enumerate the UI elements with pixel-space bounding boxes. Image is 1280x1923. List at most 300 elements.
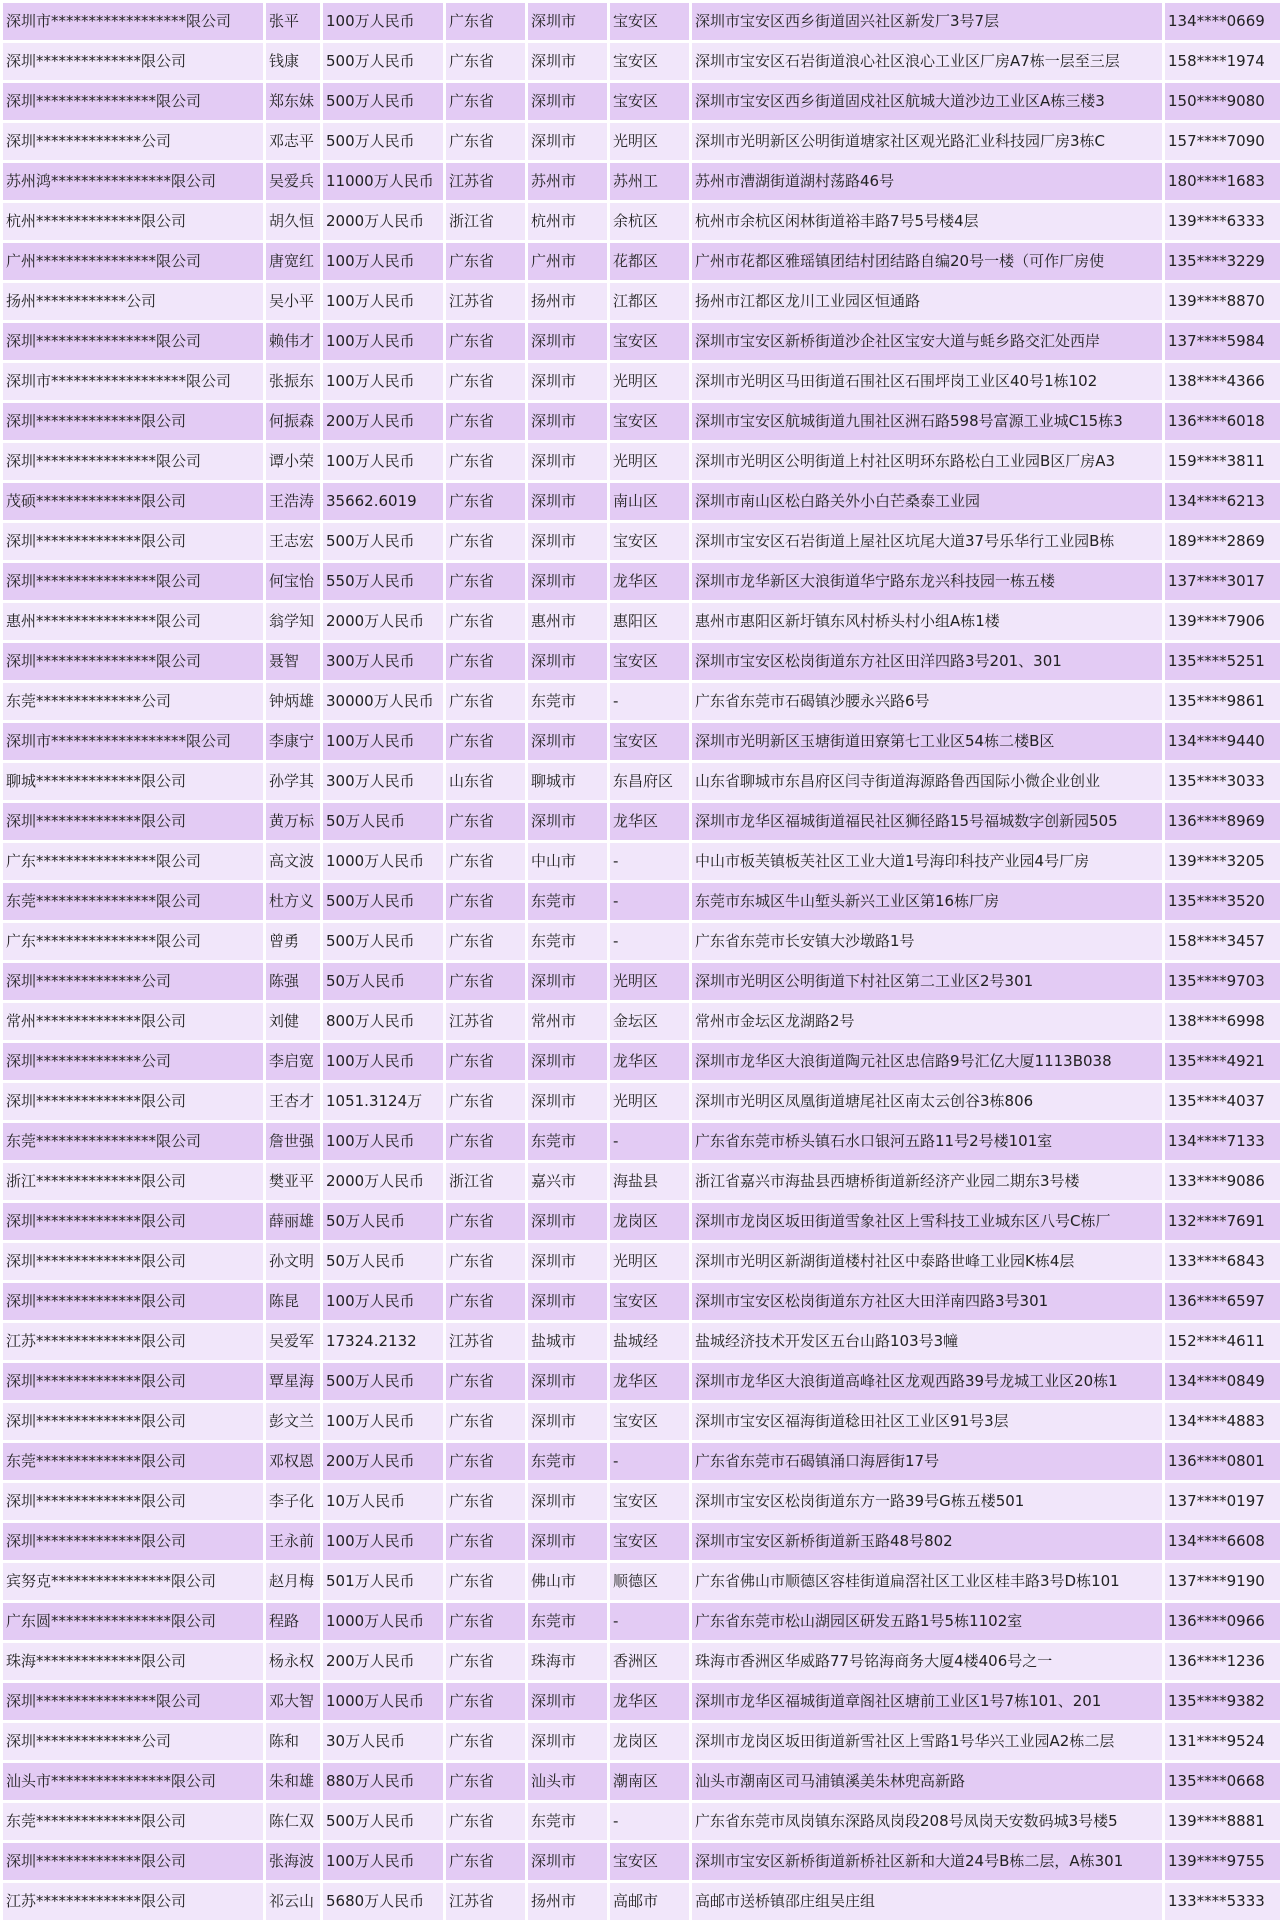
province-cell: 广东省 <box>446 1483 525 1520</box>
province-cell: 广东省 <box>446 323 525 360</box>
address-cell: 深圳市宝安区新桥街道新玉路48号802 <box>692 1523 1162 1560</box>
company-name-cell: 深圳**************限公司 <box>3 523 263 560</box>
table-row <box>3 1883 1280 1920</box>
legal-person-cell: 陈和 <box>266 1723 320 1760</box>
registered-capital-cell: 100万人民币 <box>323 1403 443 1440</box>
table-row <box>3 1483 1280 1520</box>
registered-capital-cell: 500万人民币 <box>323 123 443 160</box>
company-name-cell: 苏州鸿****************限公司 <box>3 163 263 200</box>
city-cell: 惠州市 <box>528 603 607 640</box>
district-cell: - <box>610 1803 689 1840</box>
district-cell: 花都区 <box>610 243 689 280</box>
legal-person-cell: 何宝怡 <box>266 563 320 600</box>
address-cell: 深圳市龙岗区坂田街道新雪社区上雪路1号华兴工业园A2栋二层 <box>692 1723 1162 1760</box>
table-row <box>3 483 1280 520</box>
company-name-cell: 深圳市******************限公司 <box>3 3 263 40</box>
registered-capital-cell: 30万人民币 <box>323 1723 443 1760</box>
district-cell: 龙华区 <box>610 563 689 600</box>
province-cell: 江苏省 <box>446 283 525 320</box>
city-cell: 深圳市 <box>528 363 607 400</box>
city-cell: 杭州市 <box>528 203 607 240</box>
province-cell: 广东省 <box>446 683 525 720</box>
district-cell: 龙华区 <box>610 803 689 840</box>
legal-person-cell: 王杏才 <box>266 1083 320 1120</box>
company-name-cell: 宾努克****************限公司 <box>3 1563 263 1600</box>
company-name-cell: 江苏**************限公司 <box>3 1323 263 1360</box>
legal-person-cell: 曾勇 <box>266 923 320 960</box>
registered-capital-cell: 550万人民币 <box>323 563 443 600</box>
address-cell: 惠州市惠阳区新圩镇东风村桥头村小组A栋1楼 <box>692 603 1162 640</box>
city-cell: 深圳市 <box>528 1043 607 1080</box>
table-row <box>3 1283 1280 1320</box>
district-cell: 东昌府区 <box>610 763 689 800</box>
table-row <box>3 1843 1280 1880</box>
district-cell: 光明区 <box>610 1243 689 1280</box>
address-cell: 汕头市潮南区司马浦镇溪美朱林兜高新路 <box>692 1763 1162 1800</box>
registered-capital-cell: 35662.6019 <box>323 483 443 520</box>
district-cell: 宝安区 <box>610 723 689 760</box>
city-cell: 东莞市 <box>528 1803 607 1840</box>
table-row <box>3 323 1280 360</box>
province-cell: 广东省 <box>446 3 525 40</box>
registered-capital-cell: 17324.2132 <box>323 1323 443 1360</box>
province-cell: 广东省 <box>446 483 525 520</box>
legal-person-cell: 陈仁双 <box>266 1803 320 1840</box>
phone-cell: 134****0849 <box>1165 1363 1280 1400</box>
table-row <box>3 843 1280 880</box>
phone-cell: 137****9190 <box>1165 1563 1280 1600</box>
table-row <box>3 123 1280 160</box>
province-cell: 广东省 <box>446 803 525 840</box>
table-row <box>3 203 1280 240</box>
company-name-cell: 常州**************限公司 <box>3 1003 263 1040</box>
company-name-cell: 深圳**************限公司 <box>3 803 263 840</box>
registered-capital-cell: 1000万人民币 <box>323 1683 443 1720</box>
city-cell: 苏州市 <box>528 163 607 200</box>
registered-capital-cell: 30000万人民币 <box>323 683 443 720</box>
address-cell: 深圳市龙华新区大浪街道华宁路东龙兴科技园一栋五楼 <box>692 563 1162 600</box>
legal-person-cell: 陈强 <box>266 963 320 1000</box>
registered-capital-cell: 880万人民币 <box>323 1763 443 1800</box>
company-name-cell: 东莞**************限公司 <box>3 1803 263 1840</box>
company-name-cell: 深圳市******************限公司 <box>3 723 263 760</box>
table-row <box>3 363 1280 400</box>
phone-cell: 135****9382 <box>1165 1683 1280 1720</box>
legal-person-cell: 覃星海 <box>266 1363 320 1400</box>
address-cell: 深圳市龙华区大浪街道高峰社区龙观西路39号龙城工业区20栋1 <box>692 1363 1162 1400</box>
province-cell: 广东省 <box>446 1043 525 1080</box>
company-name-cell: 东莞**************限公司 <box>3 1443 263 1480</box>
company-name-cell: 深圳**************限公司 <box>3 1843 263 1880</box>
company-name-cell: 深圳****************限公司 <box>3 323 263 360</box>
table-row <box>3 563 1280 600</box>
registered-capital-cell: 50万人民币 <box>323 1203 443 1240</box>
address-cell: 深圳市光明区公明街道下村社区第二工业区2号301 <box>692 963 1162 1000</box>
phone-cell: 157****7090 <box>1165 123 1280 160</box>
address-cell: 深圳市龙岗区坂田街道雪象社区上雪科技工业城东区八号C栋厂 <box>692 1203 1162 1240</box>
company-name-cell: 深圳**************限公司 <box>3 1203 263 1240</box>
district-cell: 宝安区 <box>610 523 689 560</box>
registered-capital-cell: 300万人民币 <box>323 763 443 800</box>
company-name-cell: 东莞****************限公司 <box>3 1123 263 1160</box>
registered-capital-cell: 100万人民币 <box>323 243 443 280</box>
registered-capital-cell: 100万人民币 <box>323 363 443 400</box>
city-cell: 深圳市 <box>528 403 607 440</box>
phone-cell: 150****9080 <box>1165 83 1280 120</box>
registered-capital-cell: 500万人民币 <box>323 83 443 120</box>
company-name-cell: 扬州************公司 <box>3 283 263 320</box>
company-name-cell: 深圳**************公司 <box>3 123 263 160</box>
legal-person-cell: 彭文兰 <box>266 1403 320 1440</box>
district-cell: 宝安区 <box>610 643 689 680</box>
legal-person-cell: 李康宁 <box>266 723 320 760</box>
city-cell: 深圳市 <box>528 83 607 120</box>
city-cell: 深圳市 <box>528 523 607 560</box>
registered-capital-cell: 1000万人民币 <box>323 843 443 880</box>
company-name-cell: 聊城**************限公司 <box>3 763 263 800</box>
address-cell: 杭州市余杭区闲林街道裕丰路7号5号楼4层 <box>692 203 1162 240</box>
province-cell: 广东省 <box>446 843 525 880</box>
city-cell: 东莞市 <box>528 883 607 920</box>
province-cell: 广东省 <box>446 1083 525 1120</box>
district-cell: 龙岗区 <box>610 1723 689 1760</box>
district-cell: 光明区 <box>610 363 689 400</box>
registered-capital-cell: 200万人民币 <box>323 403 443 440</box>
company-name-cell: 深圳**************公司 <box>3 963 263 1000</box>
province-cell: 广东省 <box>446 1283 525 1320</box>
table-row <box>3 1003 1280 1040</box>
legal-person-cell: 李子化 <box>266 1483 320 1520</box>
company-name-cell: 深圳****************限公司 <box>3 643 263 680</box>
legal-person-cell: 朱和雄 <box>266 1763 320 1800</box>
table-row <box>3 1163 1280 1200</box>
address-cell: 深圳市宝安区西乡街道固戍社区航城大道沙边工业区A栋三楼3 <box>692 83 1162 120</box>
city-cell: 汕头市 <box>528 1763 607 1800</box>
phone-cell: 136****0801 <box>1165 1443 1280 1480</box>
city-cell: 深圳市 <box>528 1843 607 1880</box>
registered-capital-cell: 100万人民币 <box>323 1523 443 1560</box>
registered-capital-cell: 500万人民币 <box>323 923 443 960</box>
phone-cell: 135****5251 <box>1165 643 1280 680</box>
table-row <box>3 3 1280 40</box>
phone-cell: 139****8870 <box>1165 283 1280 320</box>
registered-capital-cell: 500万人民币 <box>323 43 443 80</box>
address-cell: 深圳市龙华区大浪街道陶元社区忠信路9号汇亿大厦1113B038 <box>692 1043 1162 1080</box>
city-cell: 深圳市 <box>528 963 607 1000</box>
legal-person-cell: 王永前 <box>266 1523 320 1560</box>
district-cell: 潮南区 <box>610 1763 689 1800</box>
address-cell: 深圳市宝安区石岩街道上屋社区坑尾大道37号乐华行工业园B栋 <box>692 523 1162 560</box>
registered-capital-cell: 800万人民币 <box>323 1003 443 1040</box>
registered-capital-cell: 500万人民币 <box>323 883 443 920</box>
table-row <box>3 1203 1280 1240</box>
registered-capital-cell: 100万人民币 <box>323 1283 443 1320</box>
table-body <box>3 3 1280 1920</box>
registered-capital-cell: 5680万人民币 <box>323 1883 443 1920</box>
province-cell: 广东省 <box>446 723 525 760</box>
address-cell: 常州市金坛区龙湖路2号 <box>692 1003 1162 1040</box>
address-cell: 深圳市光明新区公明街道塘家社区观光路汇业科技园厂房3栋C <box>692 123 1162 160</box>
address-cell: 东莞市东城区牛山堑头新兴工业区第16栋厂房 <box>692 883 1162 920</box>
phone-cell: 180****1683 <box>1165 163 1280 200</box>
legal-person-cell: 赵月梅 <box>266 1563 320 1600</box>
district-cell: 宝安区 <box>610 323 689 360</box>
address-cell: 广东省东莞市桥头镇石水口银河五路11号2号楼101室 <box>692 1123 1162 1160</box>
province-cell: 浙江省 <box>446 203 525 240</box>
district-cell: 光明区 <box>610 443 689 480</box>
address-cell: 深圳市龙华区福城街道福民社区狮径路15号福城数字创新园505 <box>692 803 1162 840</box>
company-name-cell: 广州****************限公司 <box>3 243 263 280</box>
city-cell: 广州市 <box>528 243 607 280</box>
province-cell: 广东省 <box>446 443 525 480</box>
registered-capital-cell: 100万人民币 <box>323 283 443 320</box>
legal-person-cell: 王志宏 <box>266 523 320 560</box>
district-cell: 海盐县 <box>610 1163 689 1200</box>
table-row <box>3 683 1280 720</box>
table-row <box>3 763 1280 800</box>
address-cell: 珠海市香洲区华威路77号铭海商务大厦4楼406号之一 <box>692 1643 1162 1680</box>
company-name-cell: 广东****************限公司 <box>3 923 263 960</box>
registered-capital-cell: 50万人民币 <box>323 963 443 1000</box>
province-cell: 广东省 <box>446 1603 525 1640</box>
registered-capital-cell: 501万人民币 <box>323 1563 443 1600</box>
district-cell: 顺德区 <box>610 1563 689 1600</box>
table-row <box>3 403 1280 440</box>
legal-person-cell: 吴小平 <box>266 283 320 320</box>
city-cell: 深圳市 <box>528 1683 607 1720</box>
legal-person-cell: 张平 <box>266 3 320 40</box>
table-row <box>3 1603 1280 1640</box>
phone-cell: 134****6213 <box>1165 483 1280 520</box>
registered-capital-cell: 11000万人民币 <box>323 163 443 200</box>
registered-capital-cell: 200万人民币 <box>323 1643 443 1680</box>
city-cell: 扬州市 <box>528 283 607 320</box>
district-cell: 南山区 <box>610 483 689 520</box>
phone-cell: 133****9086 <box>1165 1163 1280 1200</box>
district-cell: 惠阳区 <box>610 603 689 640</box>
district-cell: 宝安区 <box>610 1403 689 1440</box>
phone-cell: 131****9524 <box>1165 1723 1280 1760</box>
table-row <box>3 283 1280 320</box>
registered-capital-cell: 100万人民币 <box>323 3 443 40</box>
city-cell: 中山市 <box>528 843 607 880</box>
registered-capital-cell: 100万人民币 <box>323 323 443 360</box>
company-name-cell: 深圳**************限公司 <box>3 1523 263 1560</box>
registered-capital-cell: 500万人民币 <box>323 1803 443 1840</box>
table-row <box>3 523 1280 560</box>
address-cell: 中山市板芙镇板芙社区工业大道1号海印科技产业园4号厂房 <box>692 843 1162 880</box>
address-cell: 广东省东莞市长安镇大沙墩路1号 <box>692 923 1162 960</box>
phone-cell: 139****3205 <box>1165 843 1280 880</box>
phone-cell: 138****4366 <box>1165 363 1280 400</box>
city-cell: 深圳市 <box>528 1203 607 1240</box>
phone-cell: 135****9861 <box>1165 683 1280 720</box>
province-cell: 广东省 <box>446 563 525 600</box>
registered-capital-cell: 100万人民币 <box>323 1043 443 1080</box>
district-cell: 香洲区 <box>610 1643 689 1680</box>
district-cell: 龙华区 <box>610 1683 689 1720</box>
table-row <box>3 243 1280 280</box>
table-row <box>3 1083 1280 1120</box>
province-cell: 广东省 <box>446 923 525 960</box>
district-cell: 宝安区 <box>610 83 689 120</box>
district-cell: 金坛区 <box>610 1003 689 1040</box>
company-name-cell: 深圳**************限公司 <box>3 1363 263 1400</box>
district-cell: 苏州工 <box>610 163 689 200</box>
phone-cell: 136****0966 <box>1165 1603 1280 1640</box>
city-cell: 深圳市 <box>528 1723 607 1760</box>
address-cell: 深圳市光明区公明街道上村社区明环东路松白工业园B区厂房A3 <box>692 443 1162 480</box>
company-name-cell: 深圳**************限公司 <box>3 1083 263 1120</box>
district-cell: 高邮市 <box>610 1883 689 1920</box>
address-cell: 深圳市光明区凤凰街道塘尾社区南太云创谷3栋806 <box>692 1083 1162 1120</box>
phone-cell: 134****6608 <box>1165 1523 1280 1560</box>
city-cell: 盐城市 <box>528 1323 607 1360</box>
district-cell: - <box>610 923 689 960</box>
company-name-cell: 广东圆****************限公司 <box>3 1603 263 1640</box>
city-cell: 东莞市 <box>528 1603 607 1640</box>
table-row <box>3 1043 1280 1080</box>
table-row <box>3 1403 1280 1440</box>
district-cell: 余杭区 <box>610 203 689 240</box>
phone-cell: 133****5333 <box>1165 1883 1280 1920</box>
phone-cell: 158****3457 <box>1165 923 1280 960</box>
address-cell: 深圳市宝安区石岩街道浪心社区浪心工业区厂房A7栋一层至三层 <box>692 43 1162 80</box>
phone-cell: 137****5984 <box>1165 323 1280 360</box>
province-cell: 广东省 <box>446 1243 525 1280</box>
province-cell: 广东省 <box>446 643 525 680</box>
address-cell: 扬州市江都区龙川工业园区恒通路 <box>692 283 1162 320</box>
phone-cell: 158****1974 <box>1165 43 1280 80</box>
district-cell: 宝安区 <box>610 43 689 80</box>
city-cell: 深圳市 <box>528 323 607 360</box>
phone-cell: 139****8881 <box>1165 1803 1280 1840</box>
legal-person-cell: 邓志平 <box>266 123 320 160</box>
city-cell: 东莞市 <box>528 923 607 960</box>
registered-capital-cell: 500万人民币 <box>323 1363 443 1400</box>
company-name-cell: 深圳****************限公司 <box>3 443 263 480</box>
phone-cell: 135****3229 <box>1165 243 1280 280</box>
registered-capital-cell: 100万人民币 <box>323 1123 443 1160</box>
legal-person-cell: 吴爱军 <box>266 1323 320 1360</box>
district-cell: - <box>610 883 689 920</box>
legal-person-cell: 翁学知 <box>266 603 320 640</box>
district-cell: 宝安区 <box>610 403 689 440</box>
company-name-cell: 深圳**************公司 <box>3 1723 263 1760</box>
table-row <box>3 1243 1280 1280</box>
province-cell: 江苏省 <box>446 1003 525 1040</box>
address-cell: 深圳市光明区马田街道石围社区石围坪岗工业区40号1栋102 <box>692 363 1162 400</box>
company-name-cell: 深圳****************限公司 <box>3 1683 263 1720</box>
address-cell: 深圳市光明区新湖街道楼村社区中泰路世峰工业园K栋4层 <box>692 1243 1162 1280</box>
address-cell: 深圳市宝安区松岗街道东方社区大田洋南四路3号301 <box>692 1283 1162 1320</box>
table-row <box>3 1563 1280 1600</box>
address-cell: 高邮市送桥镇邵庄组吴庄组 <box>692 1883 1162 1920</box>
address-cell: 深圳市宝安区航城街道九围社区洲石路598号富源工业城C15栋3 <box>692 403 1162 440</box>
company-name-cell: 珠海**************限公司 <box>3 1643 263 1680</box>
district-cell: 宝安区 <box>610 3 689 40</box>
province-cell: 广东省 <box>446 123 525 160</box>
table-row <box>3 1523 1280 1560</box>
city-cell: 深圳市 <box>528 723 607 760</box>
table-row <box>3 603 1280 640</box>
registered-capital-cell: 500万人民币 <box>323 523 443 560</box>
city-cell: 深圳市 <box>528 3 607 40</box>
district-cell: - <box>610 1123 689 1160</box>
address-cell: 山东省聊城市东昌府区闫寺街道海源路鲁西国际小微企业创业 <box>692 763 1162 800</box>
address-cell: 深圳市宝安区松岗街道东方一路39号G栋五楼501 <box>692 1483 1162 1520</box>
city-cell: 嘉兴市 <box>528 1163 607 1200</box>
city-cell: 东莞市 <box>528 683 607 720</box>
table-row <box>3 43 1280 80</box>
city-cell: 深圳市 <box>528 643 607 680</box>
address-cell: 盐城经济技术开发区五台山路103号3幢 <box>692 1323 1162 1360</box>
legal-person-cell: 祁云山 <box>266 1883 320 1920</box>
province-cell: 广东省 <box>446 1763 525 1800</box>
table-row <box>3 803 1280 840</box>
phone-cell: 135****9703 <box>1165 963 1280 1000</box>
province-cell: 广东省 <box>446 43 525 80</box>
table-row <box>3 1443 1280 1480</box>
table-row <box>3 923 1280 960</box>
legal-person-cell: 高文波 <box>266 843 320 880</box>
company-name-cell: 惠州****************限公司 <box>3 603 263 640</box>
city-cell: 深圳市 <box>528 43 607 80</box>
address-cell: 深圳市南山区松白路关外小白芒桑泰工业园 <box>692 483 1162 520</box>
company-name-cell: 深圳****************限公司 <box>3 83 263 120</box>
registered-capital-cell: 50万人民币 <box>323 1243 443 1280</box>
address-cell: 广东省东莞市石碣镇沙腰永兴路6号 <box>692 683 1162 720</box>
phone-cell: 138****6998 <box>1165 1003 1280 1040</box>
table-row <box>3 1763 1280 1800</box>
city-cell: 深圳市 <box>528 563 607 600</box>
city-cell: 深圳市 <box>528 1483 607 1520</box>
city-cell: 东莞市 <box>528 1443 607 1480</box>
phone-cell: 189****2869 <box>1165 523 1280 560</box>
legal-person-cell: 陈昆 <box>266 1283 320 1320</box>
company-name-cell: 深圳**************限公司 <box>3 1283 263 1320</box>
city-cell: 深圳市 <box>528 1363 607 1400</box>
phone-cell: 135****3520 <box>1165 883 1280 920</box>
registered-capital-cell: 1051.3124万 <box>323 1083 443 1120</box>
legal-person-cell: 赖伟才 <box>266 323 320 360</box>
address-cell: 深圳市光明新区玉塘街道田寮第七工业区54栋二楼B区 <box>692 723 1162 760</box>
legal-person-cell: 杨永权 <box>266 1643 320 1680</box>
city-cell: 佛山市 <box>528 1563 607 1600</box>
legal-person-cell: 吴爱兵 <box>266 163 320 200</box>
company-name-cell: 深圳****************限公司 <box>3 563 263 600</box>
address-cell: 浙江省嘉兴市海盐县西塘桥街道新经济产业园二期东3号楼 <box>692 1163 1162 1200</box>
registered-capital-cell: 100万人民币 <box>323 723 443 760</box>
registered-capital-cell: 100万人民币 <box>323 443 443 480</box>
address-cell: 深圳市宝安区西乡街道固兴社区新发厂3号7层 <box>692 3 1162 40</box>
district-cell: - <box>610 1603 689 1640</box>
address-cell: 广州市花都区雅瑶镇团结村团结路自编20号一楼（可作厂房使 <box>692 243 1162 280</box>
phone-cell: 137****0197 <box>1165 1483 1280 1520</box>
province-cell: 广东省 <box>446 1443 525 1480</box>
address-cell: 广东省东莞市凤岗镇东深路凤岗段208号凤岗天安数码城3号楼5 <box>692 1803 1162 1840</box>
city-cell: 深圳市 <box>528 1283 607 1320</box>
table-row <box>3 883 1280 920</box>
table-row <box>3 163 1280 200</box>
district-cell: - <box>610 683 689 720</box>
company-name-cell: 茂硕**************限公司 <box>3 483 263 520</box>
legal-person-cell: 聂智 <box>266 643 320 680</box>
company-name-cell: 深圳**************公司 <box>3 1043 263 1080</box>
city-cell: 珠海市 <box>528 1643 607 1680</box>
province-cell: 广东省 <box>446 1203 525 1240</box>
city-cell: 常州市 <box>528 1003 607 1040</box>
